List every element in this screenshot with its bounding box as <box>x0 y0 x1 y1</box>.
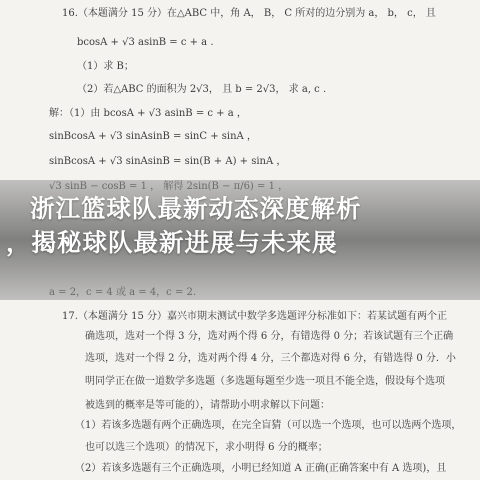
question-17-line-2: 确选项，选对一个得 3 分，选对两个得 6 分，有错选得 0 分；若该试题有三个正确 <box>85 331 454 342</box>
question-17-part-2: （2）若该多选题有三个正确选项，小明已经知道 A 正确(正确答案中有 A 选项)，且 <box>75 463 447 474</box>
solution-line-3: sinBcosA + √3 sinAsinB = sin(B + A) + sinA ， <box>49 156 287 167</box>
question-17-line-4: 明同学正在做一道数学多选题（多选题每题至少选一项且不能全选，假设每个选项 <box>85 376 445 387</box>
question-17-title: 17.（本题满分 15 分）嘉兴市期末测试中数学多选题评分标准如下：若某试题有两个正 <box>62 311 447 322</box>
question-17-line-5: 被选到的概率是等可能的），请帮助小明求解以下问题： <box>85 400 330 411</box>
banner-headline-line-2: ，揭秘球队最新进展与未来展 <box>6 228 338 257</box>
question-17-line-3: 选项，选对一个得 2 分，选对两个得 4 分，三个都选对得 6 分，有错选得 0 分．小 <box>85 353 456 364</box>
question-16-part-2: （2）若△ABC 的面积为 2√3， 且 b = 2√3， 求 a, c . <box>77 84 327 95</box>
question-16-equation: bcosA + √3 asinB = c + a . <box>77 37 214 48</box>
solution-line-2: sinBcosA + √3 sinAsinB = sinC + sinA ， <box>49 131 257 142</box>
question-17-part-1: （1）若该多选题有两个正确选项，在完全盲猜（可以选一个选项，也可以选两个选项， <box>75 420 462 431</box>
solution-line-1: 解：（1）由 bcosA + √3 asinB = c + a ， <box>49 108 247 119</box>
banner-headline-line-1: 浙江篮球队最新动态深度解析 <box>30 194 362 223</box>
question-16-part-1: （1）求 B； <box>77 61 134 72</box>
banner-headline[interactable] <box>6 192 470 260</box>
question-17-part-1-cont: 也可以选三个选项）的情况下，求小明得 6 分的概率； <box>85 442 328 453</box>
question-16-title: 16.（本题满分 15 分）在△ABC 中，角 A， B， C 所对的边分别为 a， b， c， 且 <box>62 8 436 19</box>
